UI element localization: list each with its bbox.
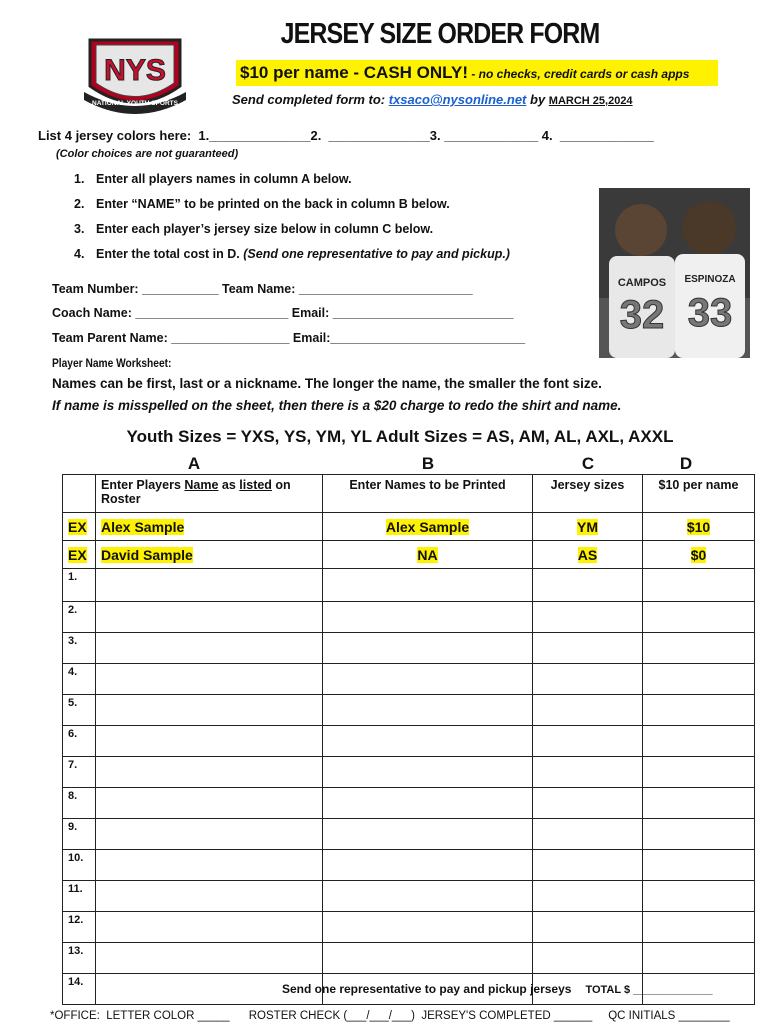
player-name-cell[interactable] [96,695,323,726]
cost-cell[interactable] [643,695,755,726]
player-name-cell[interactable] [96,819,323,850]
print-name-cell[interactable] [323,569,533,602]
header-cell-index [63,475,96,513]
player-name-cell[interactable] [96,664,323,695]
player-name-cell[interactable] [96,881,323,912]
table-header-row [63,475,755,513]
size-cell[interactable] [533,912,643,943]
price-banner [236,60,718,86]
price-main: $10 per name - CASH ONLY! [240,63,468,82]
player-name-cell[interactable] [96,602,323,633]
row-number: 10. [63,850,96,881]
row-number: 8. [63,788,96,819]
table-row [63,633,755,664]
logo-band-text: NATIONAL YOUTH SPORTS [92,100,178,107]
example-size: AS [533,541,643,569]
col-letter-d: D [679,454,693,473]
step-4: 4. Enter the total cost in D. (Send one representative to pay and pickup.) [74,247,510,261]
size-cell[interactable] [533,633,643,664]
price-note: - no checks, credit cards or cash apps [468,67,690,81]
header-cell-c: Jersey sizes [533,475,643,513]
size-cell[interactable] [533,819,643,850]
office-use-line: *OFFICE: LETTER COLOR _____ ROSTER CHECK (___/___/___) JERSEY'S COMPLETED ______ QC INITIALS ________ [50,1010,730,1022]
total-field[interactable]: TOTAL $ _____________ [585,984,713,996]
print-name-cell[interactable] [323,912,533,943]
row-number: 11. [63,881,96,912]
print-name-cell[interactable] [323,788,533,819]
table-row [63,664,755,695]
step-3: 3. Enter each player’s jersey size below in column C below. [74,222,434,236]
cost-cell[interactable] [643,633,755,664]
cost-cell[interactable] [643,569,755,602]
example-size: YM [533,513,643,541]
size-cell[interactable] [533,664,643,695]
example-print: Alex Sample [323,513,533,541]
row-number: 12. [63,912,96,943]
col-letter-a: A [187,454,201,473]
row-number: 3. [63,633,96,664]
table-row [63,912,755,943]
print-name-cell[interactable] [323,943,533,974]
size-cell[interactable] [533,850,643,881]
worksheet-table [62,474,755,1005]
send-by: by [526,92,549,107]
jersey2-number: 33 [687,291,733,335]
player-name-cell[interactable] [96,850,323,881]
send-prefix: Send completed form to: [232,92,389,107]
table-row [63,788,755,819]
logo-text: NYS [104,54,166,87]
jersey-colors-line[interactable]: List 4 jersey colors here: 1.______________2. ______________3. _____________ 4. _____________ [38,128,654,143]
print-name-cell[interactable] [323,633,533,664]
size-cell[interactable] [533,881,643,912]
header-cell-a: Enter Players Name as listed on Roster [96,475,323,513]
player-name-cell[interactable] [96,569,323,602]
colors-note: (Color choices are not guaranteed) [56,148,239,160]
print-name-cell[interactable] [323,819,533,850]
print-name-cell[interactable] [323,602,533,633]
row-number: 6. [63,726,96,757]
player-name-cell[interactable] [96,912,323,943]
row-number: 2. [63,602,96,633]
cost-cell[interactable] [643,602,755,633]
cost-cell[interactable] [643,881,755,912]
print-name-cell[interactable] [323,757,533,788]
table-row [63,850,755,881]
header-cell-b: Enter Names to be Printed [323,475,533,513]
jersey1-name: CAMPOS [617,277,667,289]
size-cell[interactable] [533,602,643,633]
coach-info-line[interactable]: Coach Name: ______________________ Email: __________________________ [52,306,514,320]
cost-cell[interactable] [643,819,755,850]
row-number: 5. [63,695,96,726]
size-cell[interactable] [533,695,643,726]
example-label: EX [63,513,96,541]
sizes-line: Youth Sizes = YXS, YS, YM, YL Adult Sizes = AS, AM, AL, AXL, AXXL [126,427,674,446]
header-cell-d: $10 per name [643,475,755,513]
pickup-note: Send one representative to pay and pickup jerseys [282,982,572,996]
row-number: 14. [63,974,96,1005]
row-number: 9. [63,819,96,850]
parent-info-line[interactable]: Team Parent Name: _________________ Email:____________________________ [52,331,526,345]
cost-cell[interactable] [643,912,755,943]
size-cell[interactable] [533,943,643,974]
example-player: Alex Sample [96,513,323,541]
jersey-photo [599,188,750,358]
col-letter-b: B [421,454,435,473]
cost-cell[interactable] [643,726,755,757]
send-instructions [232,92,633,107]
cost-cell[interactable] [643,850,755,881]
player-name-cell[interactable] [96,757,323,788]
row-number: 4. [63,664,96,695]
cost-cell[interactable] [643,943,755,974]
jersey2-name: ESPINOZA [684,274,736,285]
email-link[interactable]: txsaco@nysonline.net [388,92,527,107]
table-row [63,757,755,788]
size-cell[interactable] [533,569,643,602]
example-print: NA [323,541,533,569]
player-name-cell[interactable] [96,726,323,757]
jersey1-number: 32 [619,293,665,337]
col-letter-c: C [581,454,595,473]
due-date: MARCH 25,2024 [548,95,633,107]
table-row [63,943,755,974]
table-row [63,695,755,726]
example-row [63,513,755,541]
step-2: 2. Enter “NAME” to be printed on the back in column B below. [74,197,450,211]
names-note: Names can be first, last or a nickname. The longer the name, the smaller the font size. [52,376,602,391]
worksheet-title: Player Name Worksheet: [52,356,172,370]
example-cost: $0 [643,541,755,569]
instruction-steps [74,170,510,270]
table-row [63,881,755,912]
row-number: 7. [63,757,96,788]
table-row [63,602,755,633]
print-name-cell[interactable] [323,664,533,695]
size-cell[interactable] [533,757,643,788]
row-number: 1. [63,569,96,602]
size-cell[interactable] [533,726,643,757]
player-name-cell[interactable] [96,788,323,819]
example-player: David Sample [96,541,323,569]
print-name-cell[interactable] [323,726,533,757]
size-cell[interactable] [533,788,643,819]
example-label: EX [63,541,96,569]
row-number: 13. [63,943,96,974]
page-title: JERSEY SIZE ORDER FORM [280,18,600,50]
table-row [63,569,755,602]
example-cost: $10 [643,513,755,541]
table-row [63,819,755,850]
example-row [63,541,755,569]
cost-cell[interactable] [643,664,755,695]
print-name-cell[interactable] [323,695,533,726]
player-name-cell[interactable] [96,943,323,974]
step-1: 1. Enter all players names in column A below. [74,172,352,186]
cost-cell[interactable] [643,788,755,819]
table-row [63,726,755,757]
misspell-note: If name is misspelled on the sheet, then there is a $20 charge to redo the shirt and name. [52,398,622,413]
player-name-cell[interactable] [96,633,323,664]
print-name-cell[interactable] [323,850,533,881]
cost-cell[interactable] [643,757,755,788]
total-line [282,982,713,996]
team-info-line[interactable]: Team Number: ___________ Team Name: _________________________ [52,282,473,296]
nys-logo [82,34,188,118]
print-name-cell[interactable] [323,881,533,912]
